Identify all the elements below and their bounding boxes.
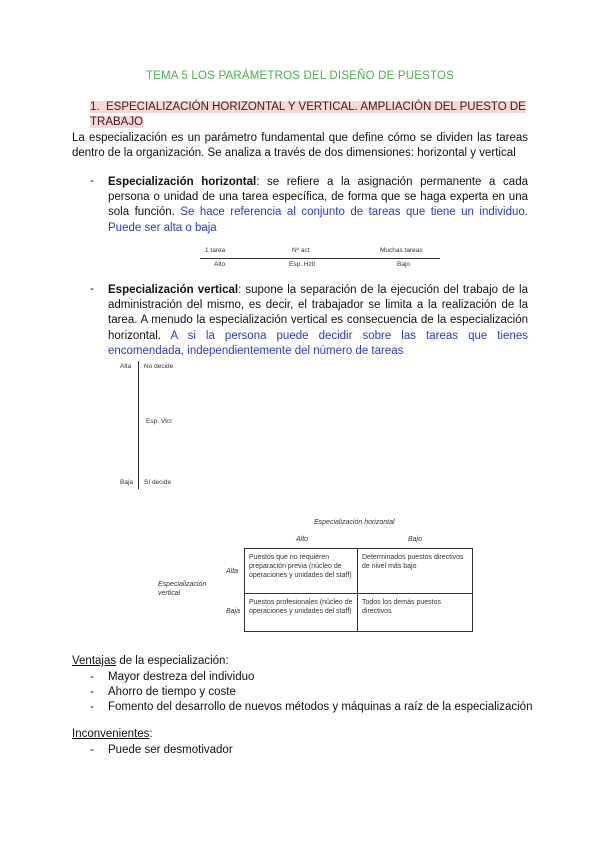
matrix-title: Especialización horizontal <box>314 519 395 526</box>
axis-top-left: Alta <box>120 363 132 370</box>
scale-top-mid: Nº act <box>292 247 310 254</box>
section-heading <box>90 100 528 130</box>
vertical-note: A si la persona puede decidir sobre las tareas que tienes encomendada, independientemente del número de tareas <box>108 329 528 357</box>
heading-number: 1. <box>90 101 100 113</box>
scale-bottom-left: Alto <box>214 261 226 268</box>
matrix-border-right <box>472 548 473 632</box>
axis-top-right: No decide <box>144 363 174 370</box>
list-item-text: Mayor destreza del individuo <box>108 671 255 683</box>
axis-bottom-right: Sí decide <box>144 479 172 486</box>
matrix-border-center <box>357 548 358 631</box>
list-item: - Puede ser desmotivador <box>90 744 233 756</box>
ventajas-suffix: de la especialización: <box>116 655 229 667</box>
matrix-row-label: Especialización vertical <box>158 581 207 597</box>
heading-text: ESPECIALIZACIÓN HORIZONTAL Y VERTICAL. AMPLIACIÓN DEL PUESTO DE TRABAJO <box>90 101 526 128</box>
matrix-border-mid <box>244 593 473 594</box>
list-item: - Mayor destreza del individuo <box>90 671 255 683</box>
matrix-border-top <box>244 548 473 549</box>
matrix-row-baja: Baja <box>226 608 241 615</box>
inconvenientes-suffix: : <box>149 728 153 740</box>
inconvenientes-list <box>90 743 233 758</box>
axis-bottom-left: Baja <box>120 479 134 486</box>
horizontal-note: Se hace referencia al conjunto de tareas que tiene un individuo. Puede ser alta o baja <box>108 206 528 234</box>
horizontal-label: Especialización horizontal <box>108 176 257 188</box>
scale-bottom-right: Bajo <box>397 261 411 268</box>
matrix-col-alto: Alto <box>296 536 309 543</box>
inconvenientes-label: Inconvenientes <box>72 728 150 740</box>
scale-top-right: Muchas tareas <box>380 247 423 254</box>
list-item-text: Fomento del desarrollo de nuevos métodos y máquinas a raíz de la especialización <box>108 701 533 713</box>
list-item: - Ahorro de tiempo y coste <box>90 686 236 698</box>
inconvenientes-heading <box>72 728 153 740</box>
matrix-cell-baja-bajo: Todos los demás puestos directivos <box>362 599 441 615</box>
list-item: - Fomento del desarrollo de nuevos métodos y máquinas a raíz de la especialización <box>90 701 533 713</box>
scale-line <box>200 258 440 259</box>
matrix-cell-baja-alto: Puestos profesionales (núcleo de operaciones y unidades del staff) <box>249 599 353 615</box>
bullet-dash: - <box>90 175 94 187</box>
matrix-row-alta: Alta <box>226 568 239 575</box>
list-item-text: Puede ser desmotivador <box>108 744 233 756</box>
list-item-text: Ahorro de tiempo y coste <box>108 686 236 698</box>
vertical-text: : supone la separación de la ejecución del trabajo de la administración del mismo, es decir, el trabajador se limita a la realización de la tarea. A menudo la especialización vertical es consecuencia de la especialización horizontal. <box>108 284 529 342</box>
matrix-border-bottom <box>244 631 473 632</box>
axis-line <box>138 361 139 489</box>
ventajas-heading <box>72 655 229 667</box>
horizontal-paragraph <box>108 175 528 236</box>
bullet-dash: - <box>90 283 94 295</box>
matrix-cell-alta-bajo: Determinados puestos directivos de nivel más bajo <box>362 554 464 570</box>
matrix-cell-alta-alto: Puestos que no requieren preparación previa (núcleo de operaciones y unidades del staff) <box>249 554 352 579</box>
matrix-col-bajo: Bajo <box>408 536 423 543</box>
ventajas-label: Ventajas <box>72 655 117 667</box>
ventajas-list <box>90 670 532 715</box>
intro-paragraph: La especialización es un parámetro fundamental que define cómo se dividen las tareas dentro de la organización. Se analiza a través de dos dimensiones: horizontal y vertical <box>72 132 528 160</box>
axis-mid: Esp. Vtcl <box>146 418 172 425</box>
vertical-label: Especialización vertical <box>108 284 239 296</box>
matrix-border-left <box>244 548 245 631</box>
scale-top-left: 1 tarea <box>205 247 226 254</box>
vertical-paragraph <box>108 283 528 359</box>
scale-bottom-mid: Esp. Hztl <box>289 261 316 268</box>
horizontal-text: : se refiere a la asignación permanente a cada persona o unidad de una tarea específica, de forma que se haga experta en una sola función. <box>108 176 528 219</box>
document-title: TEMA 5 LOS PARÁMETROS DEL DISEÑO DE PUESTOS <box>145 70 455 82</box>
